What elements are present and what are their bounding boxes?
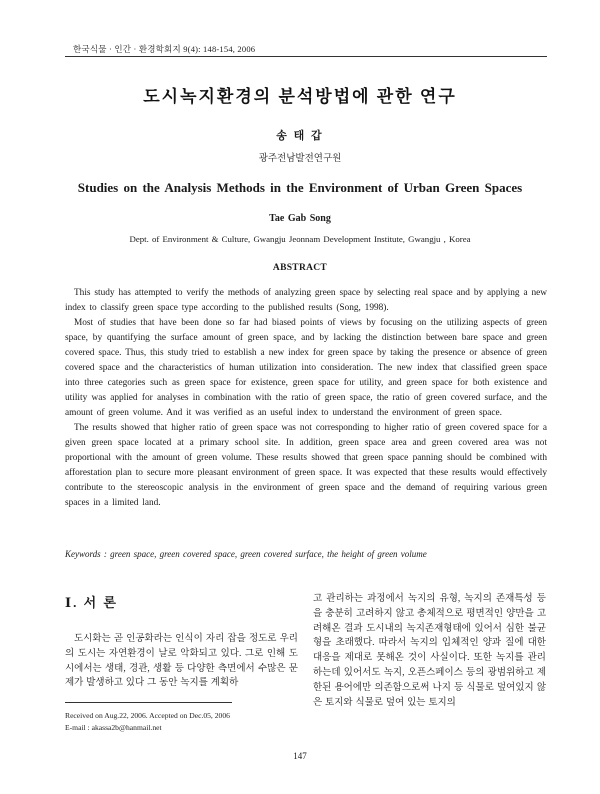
right-column-text: 고 관리하는 과정에서 녹지의 유형, 녹지의 존재특성 등을 충분히 고려하지 않고 총체적으로 평면적인 양만을 고려해온 결과 도시내의 녹지존재형태에 있어서 심한 불균형을 초래했다. 따라서 녹지의 입체적인 양과 질에 대한 대응을 제대로 못해온 것이 사실이다. 또한 녹지를 관리하는데 있어서도 녹지, 오픈스페이스 등의 광범위하고 제한된 용어에만 의존함으로써 나지 등 식물로 덮여있지 않은 토지와 식물로 덮여 있는 토지의 [313, 594, 546, 708]
abstract-paragraph-1: This study has attempted to verify the methods of analyzing green space by selecting real space and by applying a new index to classify green space type according to the published results (Song, 1998). [65, 288, 547, 313]
section-heading-introduction: Ⅰ. 서 론 [65, 595, 118, 610]
paper-title-english: Studies on the Analysis Methods in the Environment of Urban Green Spaces [77, 180, 523, 195]
abstract-heading: ABSTRACT [272, 263, 328, 273]
author-name-korean: 송 태 갑 [276, 130, 324, 142]
page-number: 147 [293, 751, 307, 761]
abstract-body [65, 286, 547, 511]
two-column-body [65, 592, 547, 710]
left-column [65, 592, 298, 710]
author-email: E-mail : akassa2b@hanmail.net [65, 722, 162, 732]
paper-title-korean: 도시녹지환경의 분석방법에 관한 연구 [143, 87, 457, 106]
right-column [313, 592, 546, 710]
footnote-divider-rule [65, 702, 232, 703]
received-accepted-dates: Received on Aug.22, 2006. Accepted on Dec.05, 2006 [65, 711, 230, 720]
left-column-text: 도시화는 곧 인공화라는 인식이 자리 잡을 정도로 우리의 도시는 자연환경이 날로 악화되고 있다. 그로 인해 도시에서는 생태, 경관, 생활 등 다양한 측면에서 수많은 문제가 발생하고 있다 그 동안 녹지를 계획하 [65, 634, 298, 689]
header-divider-rule [65, 56, 547, 57]
affiliation-english: Dept. of Environment & Culture, Gwangju Jeonnam Development Institute, Gwangju , Korea [129, 234, 471, 244]
abstract-paragraph-3: The results showed that higher ratio of green space was not corresponding to higher ratio of green covered space for a given green space located at a primary school site. In addition, green space area and green covered area was not proportional with the amount of green volume. These results showed that green space panning should be combined with afforestation plan to secure more pleasant environment of green space. It was expected that these results would effectively contribute to the stereoscopic analysis in the environment of green space and the demand of requiring various green spaces in a limited land. [65, 423, 547, 508]
affiliation-korean: 광주전남발전연구원 [258, 154, 342, 164]
author-name-english: Tae Gab Song [269, 213, 331, 224]
journal-citation-header: 한국식물 · 인간 · 환경학회지 9(4): 148-154, 2006 [73, 44, 256, 54]
abstract-paragraph-2: Most of studies that have been done so far had biased points of views by focusing on the utilizing aspects of green space, by quantifying the surface amount of green space, and by lacking the distinction between bare space and green covered space. Thus, this study tried to establish a new index for green space by taking the presence or absence of green covered space and the characteristics of human utilization into consideration. The new index that classified green space into three categories such as green space for existence, green space for utility, and green space for both existence and utility was applied for analyses in combination with the ratio of green space, the ratio of green covered surface, and the amount of green volume. And it was verified as an useful index to understand the environment of green space. [65, 318, 547, 418]
footnote-block [65, 702, 298, 733]
keywords-line: Keywords : green space, green covered space, green covered surface, the height of green volume [65, 549, 427, 559]
